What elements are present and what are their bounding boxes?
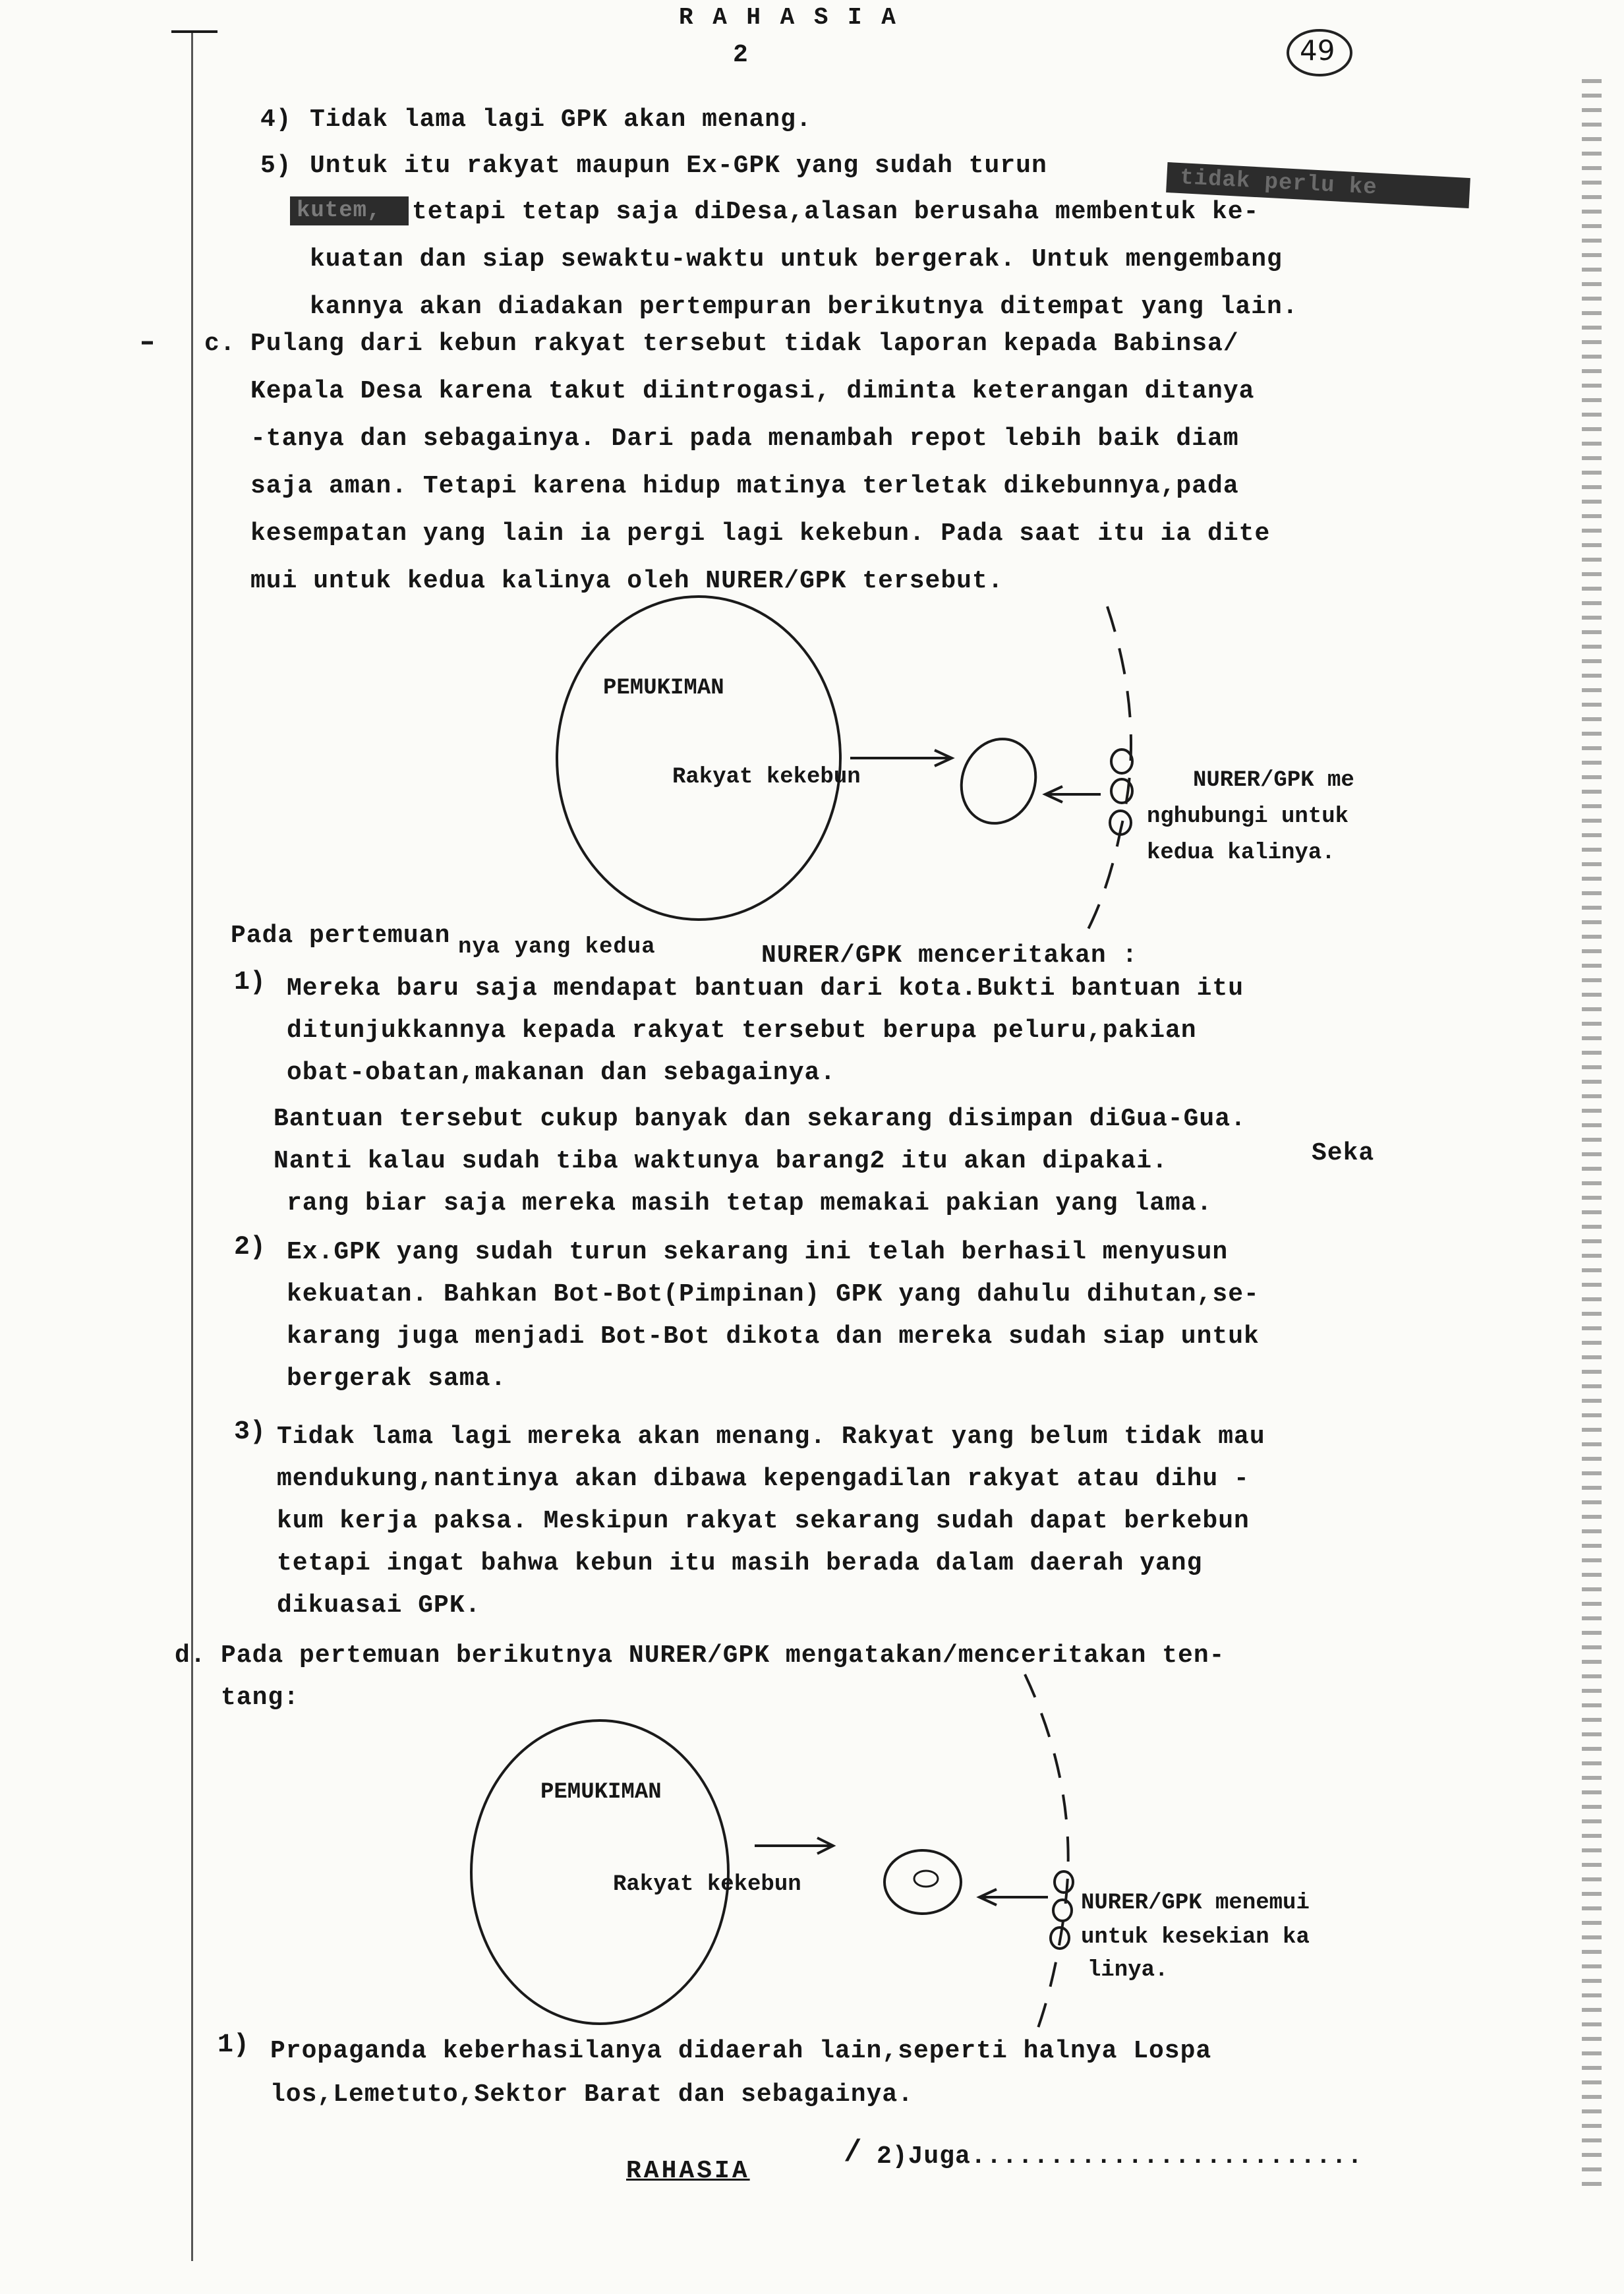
diagram-1-circle-label: PEMUKIMAN — [603, 676, 724, 701]
section-c-marker: c. — [204, 330, 236, 358]
diagram-2-side-line-3: linya. — [1088, 1958, 1169, 1983]
section-c-line-5: mui untuk kedua kalinya oleh NURER/GPK tersebut. — [250, 567, 1004, 595]
section-c-line-0: Pulang dari kebun rakyat tersebut tidak laporan kepada Babinsa/ — [250, 330, 1239, 358]
section-c-line-3: saja aman. Tetapi karena hidup matinya terletak dikebunnya,pada — [250, 472, 1239, 500]
meeting-2-item-2-line-1: kekuatan. Bahkan Bot-Bot(Pimpinan) GPK yang dahulu dihutan,se- — [287, 1280, 1260, 1309]
meeting-2-item-3-marker: 3) — [234, 1417, 266, 1447]
meeting-2-item-3-line-4: dikuasai GPK. — [277, 1591, 481, 1620]
item-5-line1: Untuk itu rakyat maupun Ex-GPK yang sudah turun — [310, 152, 1047, 180]
settlement-circle-1 — [557, 597, 840, 920]
diagram-2-side-line-2: untuk kesekian ka — [1081, 1925, 1310, 1950]
diagram-2-arrow-label: Rakyat kekebun — [613, 1872, 801, 1897]
item-4-marker: 4) — [260, 105, 292, 134]
meeting-2-intro-sub: nya yang kedua — [458, 935, 656, 960]
dashed-arc-1 — [1081, 606, 1131, 943]
section-d-item-1-marker: 1) — [218, 2030, 250, 2060]
diagram-2-circle-label: PEMUKIMAN — [540, 1780, 662, 1805]
meeting-2-item-3-line-2: kum kerja paksa. Meskipun rakyat sekarang sudah dapat berkebun — [277, 1507, 1250, 1535]
redacted-block-2: kutem, — [290, 196, 409, 225]
continuation-text: 2)Juga......................... — [877, 2142, 1363, 2171]
diagram-1-side-line-1: NURER/GPK me — [1193, 768, 1354, 793]
meeting-2-item-2-line-2: karang juga menjadi Bot-Bot dikota dan mereka sudah siap untuk — [287, 1322, 1260, 1351]
stamp-number: 49 — [1300, 34, 1335, 67]
diagram-2-side-line-1: NURER/GPK menemui — [1081, 1891, 1310, 1916]
meeting-2-item-3-line-1: mendukung,nantinya akan dibawa kepengadilan rakyat atau dihu - — [277, 1465, 1250, 1493]
section-d-line-2: tang: — [221, 1684, 300, 1712]
meeting-2-item-1-line-1: ditunjukkannya kepada rakyat tersebut berupa peluru,pakian — [287, 1016, 1197, 1045]
garden-circle-1 — [950, 728, 1047, 834]
section-d-marker: d. — [175, 1641, 206, 1670]
meeting-2-item-2-line-3: bergerak sama. — [287, 1365, 507, 1393]
item-5-line4: kannya akan diadakan pertempuran berikutnya ditempat yang lain. — [310, 293, 1298, 321]
meeting-2-item-3-line-0: Tidak lama lagi mereka akan menang. Rakyat yang belum tidak mau — [277, 1423, 1265, 1451]
meeting-2-item-1-line-0: Mereka baru saja mendapat bantuan dari kota.Bukti bantuan itu — [287, 974, 1244, 1003]
item-5-marker: 5) — [260, 152, 292, 180]
meeting-2-item-1-suffix: Seka — [1312, 1139, 1375, 1167]
classification-bottom: RAHASIA — [626, 2157, 750, 2185]
dashed-arc-2 — [1025, 1674, 1068, 2037]
classification-top: R A H A S I A — [679, 4, 898, 31]
diagram-1-side-line-3: kedua kalinya. — [1147, 840, 1335, 866]
meeting-2-item-1-marker: 1) — [234, 968, 266, 997]
item-5-line2: tetapi tetap saja diDesa,alasan berusaha membentuk ke- — [412, 198, 1260, 226]
section-d-item-1-line-1: Propaganda keberhasilanya didaerah lain,seperti halnya Lospa — [270, 2037, 1212, 2065]
item-4-text: Tidak lama lagi GPK akan menang. — [310, 105, 812, 134]
item-5-line3: kuatan dan siap sewaktu-waktu untuk bergerak. Untuk mengembang — [310, 245, 1283, 274]
diagram-1-side-line-2: nghubungi untuk — [1147, 804, 1349, 829]
section-c-line-4: kesempatan yang lain ia pergi lagi kekebun. Pada saat itu ia dite — [250, 519, 1271, 548]
meeting-2-item-1-line-5: rang biar saja mereka masih tetap memakai pakian yang lama. — [287, 1189, 1213, 1218]
meeting-2-intro-b: NURER/GPK menceritakan : — [761, 941, 1138, 970]
meeting-2-intro-a: Pada pertemuan — [231, 922, 451, 950]
meeting-2-item-3-line-3: tetapi ingat bahwa kebun itu masih berada dalam daerah yang — [277, 1549, 1203, 1577]
meeting-2-item-2-marker: 2) — [234, 1233, 266, 1262]
continuation-mark: / — [844, 2136, 863, 2170]
page-number: 2 — [733, 41, 749, 69]
section-d-item-1-line-2: los,Lemetuto,Sektor Barat dan sebagainya. — [270, 2080, 914, 2109]
garden-circle-2 — [884, 1850, 961, 1914]
meeting-2-item-1-line-3: Bantuan tersebut cukup banyak dan sekarang disimpan diGua-Gua. — [274, 1105, 1246, 1133]
diagram-1-arrow-label: Rakyat kekebun — [672, 765, 861, 790]
meeting-2-item-1-line-2: obat-obatan,makanan dan sebagainya. — [287, 1059, 836, 1087]
section-c-line-2: -tanya dan sebagainya. Dari pada menambah repot lebih baik diam — [250, 425, 1239, 453]
redacted-block: tidak perlu ke — [1166, 162, 1470, 208]
section-c-line-1: Kepala Desa karena takut diintrogasi, diminta keterangan ditanya — [250, 377, 1255, 405]
meeting-2-item-2-line-0: Ex.GPK yang sudah turun sekarang ini telah berhasil menyusun — [287, 1238, 1229, 1266]
section-d-line-1: Pada pertemuan berikutnya NURER/GPK mengatakan/menceritakan ten- — [221, 1641, 1225, 1670]
meeting-2-item-1-line-4: Nanti kalau sudah tiba waktunya barang2 itu akan dipakai. — [274, 1147, 1168, 1175]
